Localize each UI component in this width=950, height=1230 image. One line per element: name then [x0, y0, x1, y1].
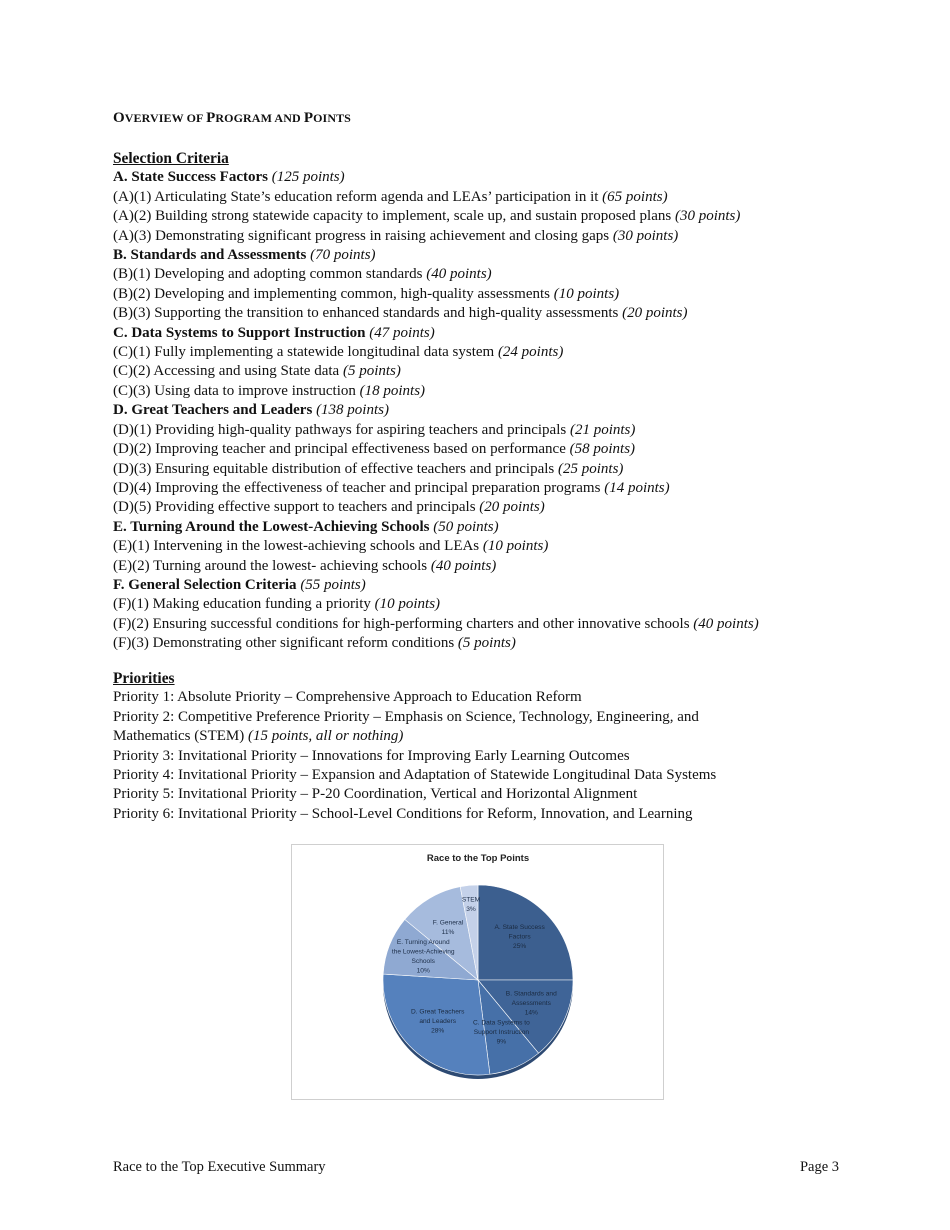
criteria-item-line [113, 615, 843, 634]
criteria-section-line [113, 401, 843, 420]
criteria-label: (E)(2) Turning around the lowest- achieving schools [113, 557, 428, 574]
slice-percent: 28% [431, 1027, 445, 1035]
criteria-label: (D)(3) Ensuring equitable distribution of effective teachers and principals [113, 460, 555, 477]
criteria-list [113, 168, 843, 653]
criteria-section-line [113, 576, 843, 595]
priorities-section [113, 669, 843, 824]
criteria-label: (A)(2) Building strong statewide capacity to implement, scale up, and sustain proposed plans [113, 208, 672, 225]
slice-label-line: C. Data Systems to [472, 1019, 530, 1027]
criteria-item-line [113, 207, 843, 226]
criteria-points: (25 points) [558, 460, 624, 477]
criteria-points: (50 points) [433, 518, 499, 535]
selection-criteria-heading: Selection Criteria [113, 150, 229, 167]
slice-label-line: STEM [461, 896, 481, 904]
criteria-label: (B)(3) Supporting the transition to enhanced standards and high-quality assessments [113, 305, 619, 322]
criteria-label: (C)(2) Accessing and using State data [113, 363, 340, 380]
slice-label-line: the Lowest-Achieving [391, 948, 455, 956]
priority-2-cont: Mathematics (STEM) (15 points, all or nothing) [113, 728, 404, 745]
criteria-points: (30 points) [674, 208, 741, 225]
criteria-item-line [113, 304, 843, 323]
criteria-points: (10 points) [553, 285, 620, 302]
criteria-item-line [113, 557, 843, 576]
criteria-label: C. Data Systems to Support Instruction [113, 324, 366, 341]
selection-criteria [113, 149, 843, 654]
criteria-label: (D)(5) Providing effective support to teachers and principals [113, 499, 476, 516]
criteria-points: (18 points) [359, 382, 426, 399]
slice-percent: 25% [513, 942, 527, 950]
slice-label-line: A. State Success [494, 923, 545, 931]
criteria-points: (55 points) [300, 576, 366, 593]
criteria-label: B. Standards and Assessments [113, 247, 307, 264]
slice-label-line: E. Turning Around [396, 939, 450, 947]
slice-percent: 9% [496, 1038, 507, 1046]
slice-label-line: F. General [432, 919, 464, 927]
criteria-points: (21 points) [569, 421, 636, 438]
criteria-points: (65 points) [602, 188, 668, 205]
criteria-points: (70 points) [310, 247, 376, 264]
criteria-item-line [113, 421, 843, 440]
chart-title: Race to the Top Points [426, 853, 530, 864]
criteria-points: (58 points) [569, 441, 636, 458]
priority-5: Priority 5: Invitational Priority – P-20 Coordination, Vertical and Horizontal Alignment [113, 786, 638, 803]
criteria-label: (F)(1) Making education funding a priority [113, 596, 371, 613]
criteria-points: (10 points) [482, 538, 549, 555]
slice-percent: 14% [524, 1009, 538, 1017]
criteria-points: (20 points) [479, 499, 545, 516]
slice-label-line: B. Standards and [505, 990, 557, 998]
criteria-item-line [113, 595, 843, 614]
criteria-label: (A)(1) Articulating State’s education reform agenda and LEAs’ participation in it [113, 188, 599, 205]
criteria-label: (D)(2) Improving teacher and principal effectiveness based on performance [113, 441, 566, 458]
criteria-item-line [113, 265, 843, 284]
priorities-heading: Priorities [113, 670, 175, 687]
criteria-points: (30 points) [612, 227, 679, 244]
slice-label-line: Schools [411, 958, 435, 966]
slice-percent: 10% [416, 967, 430, 975]
criteria-points: (138 points) [316, 402, 389, 419]
criteria-label: (A)(3) Demonstrating significant progress in raising achievement and closing gaps [113, 227, 610, 244]
page-title: OVERVIEW OF PROGRAM AND POINTS [113, 110, 351, 126]
footer-page-number: Page 3 [799, 1159, 839, 1175]
slice-label-line: and Leaders [419, 1017, 457, 1025]
criteria-label: (B)(1) Developing and adopting common standards [113, 266, 423, 283]
slice-label-line: D. Great Teachers [410, 1008, 465, 1016]
criteria-section-line [113, 518, 843, 537]
pie-chart-svg [292, 845, 663, 1099]
criteria-points: (40 points) [430, 557, 497, 574]
criteria-points: (47 points) [369, 324, 435, 341]
criteria-points: (40 points) [693, 615, 759, 632]
criteria-points: (5 points) [457, 635, 516, 652]
criteria-points: (10 points) [374, 596, 441, 613]
slice-percent: 3% [466, 905, 476, 913]
footer-doc-title: Race to the Top Executive Summary [113, 1159, 326, 1175]
criteria-points: (24 points) [497, 344, 564, 361]
slice-label-line: Support Instruction [473, 1029, 530, 1037]
criteria-item-line [113, 440, 843, 459]
pie-chart [291, 844, 664, 1100]
criteria-item-line [113, 227, 843, 246]
criteria-label: (B)(2) Developing and implementing common, high-quality assessments [113, 285, 551, 302]
slice-label-line: Factors [508, 933, 531, 941]
criteria-points: (20 points) [622, 305, 688, 322]
criteria-label: (F)(3) Demonstrating other significant reform conditions [113, 635, 455, 652]
criteria-item-line [113, 362, 843, 381]
criteria-points: (40 points) [426, 266, 492, 283]
criteria-item-line [113, 343, 843, 362]
criteria-section-line [113, 324, 843, 343]
criteria-label: (C)(3) Using data to improve instruction [113, 382, 356, 399]
criteria-label: (C)(1) Fully implementing a statewide longitudinal data system [113, 344, 495, 361]
criteria-label: E. Turning Around the Lowest-Achieving Schools [113, 518, 430, 535]
criteria-label: A. State Success Factors [113, 169, 268, 186]
priority-1: Priority 1: Absolute Priority – Comprehensive Approach to Education Reform [113, 689, 582, 706]
criteria-label: (D)(4) Improving the effectiveness of teacher and principal preparation programs [113, 479, 601, 496]
criteria-section-line [113, 246, 843, 265]
criteria-points: (14 points) [604, 479, 670, 496]
priority-4: Priority 4: Invitational Priority – Expansion and Adaptation of Statewide Longitudinal Data Systems [113, 767, 717, 784]
criteria-points: (125 points) [271, 169, 345, 186]
slice-percent: 11% [441, 929, 455, 937]
priority-6: Priority 6: Invitational Priority – School-Level Conditions for Reform, Innovation, and Learning [113, 805, 693, 822]
criteria-label: (E)(1) Intervening in the lowest-achieving schools and LEAs [113, 538, 480, 555]
criteria-item-line [113, 460, 843, 479]
criteria-item-line [113, 537, 843, 556]
priority-3: Priority 3: Invitational Priority – Innovations for Improving Early Learning Outcomes [113, 747, 630, 764]
criteria-item-line [113, 634, 843, 653]
criteria-item-line [113, 188, 843, 207]
criteria-label: (D)(1) Providing high-quality pathways for aspiring teachers and principals [113, 421, 567, 438]
slice-label-line: Assessments [511, 1000, 551, 1008]
criteria-points: (5 points) [342, 363, 401, 380]
criteria-section-line [113, 168, 843, 187]
criteria-label: F. General Selection Criteria [113, 576, 297, 593]
criteria-item-line [113, 285, 843, 304]
criteria-item-line [113, 498, 843, 517]
criteria-label: D. Great Teachers and Leaders [113, 402, 313, 419]
criteria-label: (F)(2) Ensuring successful conditions for high-performing charters and other innovative schools [113, 615, 690, 632]
priority-2: Priority 2: Competitive Preference Priority – Emphasis on Science, Technology, Engineering, and [113, 708, 699, 725]
criteria-item-line [113, 382, 843, 401]
criteria-item-line [113, 479, 843, 498]
